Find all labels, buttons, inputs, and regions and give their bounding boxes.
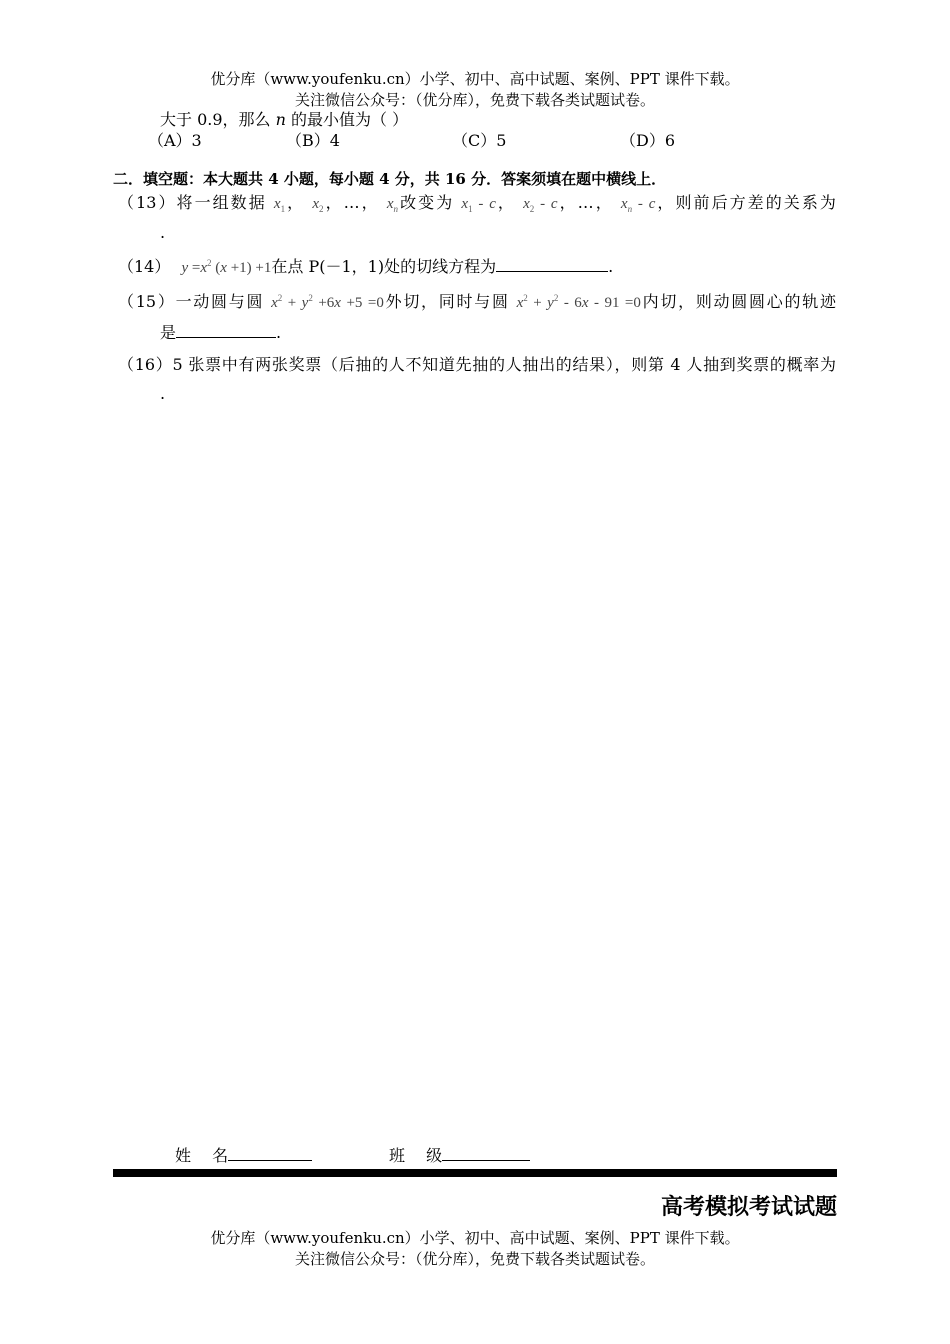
question-12-stem [160, 107, 408, 130]
q13-ellipsis: …， [343, 193, 380, 212]
q12-option-a: （A）3 [148, 131, 202, 150]
q15-text-d: 是 [160, 323, 177, 342]
q15-number: （15） [118, 292, 176, 311]
class-label: 班 级 [389, 1146, 443, 1165]
q12-option-b: （B）4 [286, 131, 340, 150]
q15-end: . [276, 323, 282, 342]
q14-number: （14） [118, 257, 171, 276]
question-13 [118, 190, 836, 214]
math-circle-2: $x^2 + y^2 - 6x - 91 =0$ [516, 293, 641, 311]
q12-option-c: （C）5 [452, 131, 507, 150]
q12-var: n [275, 110, 286, 129]
q15-answer-blank[interactable] [176, 337, 276, 338]
q14-text-a: 在点 P(－1，1)处的切线方程为 [271, 257, 497, 276]
question-16 [118, 352, 836, 375]
header-line-2: 关注微信公众号：（优分库），免费下载各类试题试卷。 [294, 91, 655, 109]
q15-text-b: 外切，同时与圆 [383, 292, 510, 311]
math-xn-minus-c: $x_n$ - c [620, 196, 656, 214]
q13-sep: ， [495, 193, 516, 212]
q15-text-a: 一动圆与圆 [175, 292, 265, 311]
name-label: 姓 名 [175, 1146, 229, 1165]
q15-line-2 [160, 320, 281, 343]
math-circle-1: $x^2 + y^2 +6x +5 =0$ [271, 293, 384, 311]
q13-text-b: 改变为 [398, 193, 455, 212]
q13-sep: ， [557, 193, 578, 212]
footer-title: 高考模拟考试试题 [660, 1194, 837, 1220]
q13-sep: ， [285, 193, 306, 212]
q16-text: 5 张票中有两张奖票（后抽的人不知道先抽的人抽出的结果），则第 4 人抽到奖票的概率为 [172, 355, 836, 374]
section-2-title: 二．填空题：本大题共 4 小题，每小题 4 分，共 16 分．答案须填在题中横线上． [113, 170, 667, 188]
footer-line-1: 优分库（www.youfenku.cn）小学、初中、高中试题、案例、PPT 课件下载。 [210, 1229, 740, 1247]
footer-line-2: 关注微信公众号：（优分库），免费下载各类试题试卷。 [294, 1250, 655, 1268]
q14-answer-blank[interactable] [496, 271, 608, 272]
math-x2-minus-c: $x_2$ - c [523, 196, 558, 214]
q15-text-c: 内切，则动圆圆心的轨迹 [640, 292, 836, 311]
math-x1-minus-c: $x_1$ - c [461, 196, 496, 214]
name-blank[interactable] [228, 1160, 312, 1161]
math-xn: $x_n$ [386, 196, 399, 214]
q13-ellipsis: …， [577, 193, 614, 212]
math-x1: $x_1$ [273, 196, 286, 214]
q13-text-c: ，则前后方差的关系为 [655, 193, 836, 212]
class-field [389, 1143, 530, 1166]
class-blank[interactable] [442, 1160, 530, 1161]
q16-number: （16） [118, 355, 173, 374]
q12-stem-pre: 大于 0.9，那么 [160, 110, 276, 129]
q13-number: （13） [118, 193, 177, 212]
name-field [175, 1143, 312, 1166]
q12-option-d: （D）6 [620, 131, 676, 150]
question-15 [118, 289, 836, 312]
q13-end: . [160, 223, 166, 242]
question-14 [118, 254, 613, 277]
footer-divider [113, 1169, 837, 1177]
math-q14-function: $y =x^2$ (x +1) +1 [181, 258, 272, 276]
math-x2: $x_2$ [312, 196, 324, 214]
q16-end: . [160, 384, 166, 403]
q14-end: . [608, 257, 614, 276]
header-line-1: 优分库（www.youfenku.cn）小学、初中、高中试题、案例、PPT 课件下载。 [210, 70, 740, 88]
q13-sep: ， [323, 193, 344, 212]
q12-stem-post: 的最小值为（ ） [285, 110, 409, 129]
q13-text-a: 将一组数据 [176, 193, 267, 212]
